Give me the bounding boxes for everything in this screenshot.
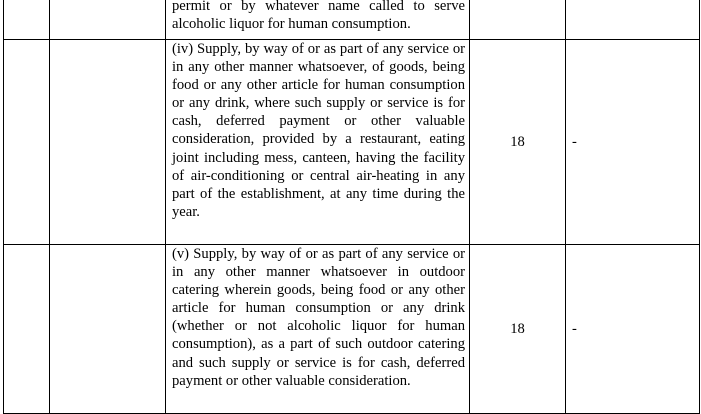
description-cell	[166, 245, 470, 414]
description-text: permit or by whatever name called to serve alcoholic liquor for human consumption.	[172, 0, 465, 33]
rate-cell	[470, 0, 566, 40]
description-text: (iv) Supply, by way of or as part of any service or in any other manner whatsoever, of goods, being food or any other article for human consumption or any drink, where such supply or service is for cash, deferred payment or other valuable consideration, provided by a restaurant, eating joint including mess, canteen, having the facility of air-conditioning or central air-heating in any part of the establishment, at any time during the year.	[172, 41, 465, 220]
condition-cell: -	[566, 40, 700, 245]
rate-cell: 18	[470, 245, 566, 414]
table-row	[4, 40, 700, 245]
table-row	[4, 0, 700, 40]
tariff-table	[3, 0, 700, 414]
rate-cell: 18	[470, 40, 566, 245]
condition-cell: -	[566, 245, 700, 414]
heading-cell	[50, 0, 166, 40]
description-cell	[166, 0, 470, 40]
condition-cell	[566, 0, 700, 40]
table-row	[4, 245, 700, 414]
serial-number-cell	[4, 0, 50, 40]
description-cell	[166, 40, 470, 245]
heading-cell	[50, 40, 166, 245]
description-text: (v) Supply, by way of or as part of any service or in any other manner whatsoever in outdoor catering wherein goods, being food or any other article for human consumption or any drink (whether or not alcoholic liquor for human consumption), as a part of such outdoor catering and such supply or service is for cash, deferred payment or other valuable consideration.	[172, 246, 465, 389]
heading-cell	[50, 245, 166, 414]
serial-number-cell	[4, 40, 50, 245]
serial-number-cell	[4, 245, 50, 414]
